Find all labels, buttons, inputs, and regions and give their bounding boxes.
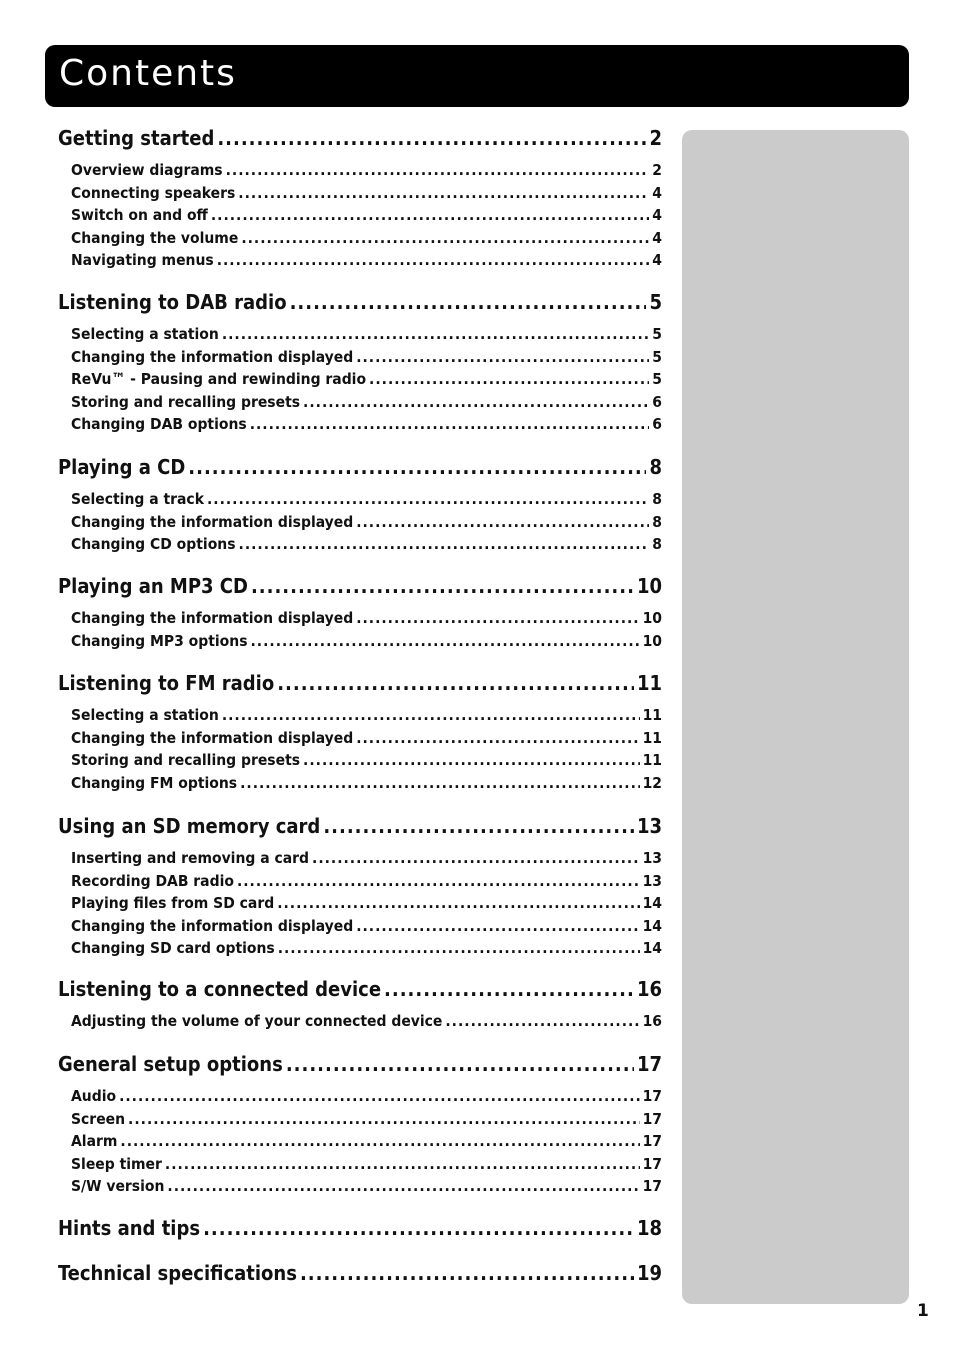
dot-leader bbox=[312, 849, 640, 867]
dot-leader bbox=[167, 1177, 639, 1195]
toc-item-page: 17 bbox=[642, 1109, 662, 1128]
dot-leader bbox=[250, 415, 650, 433]
toc-item-title: Changing the volume bbox=[71, 228, 239, 247]
toc-item-title: Audio bbox=[71, 1087, 117, 1105]
toc-item[interactable] bbox=[71, 706, 662, 724]
toc-section-page: 8 bbox=[649, 455, 662, 479]
page-title: Contents bbox=[59, 53, 237, 94]
toc-item-page: 5 bbox=[652, 347, 662, 366]
toc-item-title: Playing files from SD card bbox=[71, 894, 275, 913]
toc-item[interactable] bbox=[71, 251, 662, 269]
toc-item-title: ReVu™ - Pausing and rewinding radio bbox=[71, 370, 367, 389]
dot-leader bbox=[356, 729, 639, 747]
dot-leader bbox=[207, 490, 649, 508]
dot-leader bbox=[323, 814, 634, 838]
toc-item[interactable] bbox=[71, 849, 662, 867]
toc-item-title: Connecting speakers bbox=[71, 183, 236, 202]
toc-item-page: 17 bbox=[642, 1154, 662, 1173]
dot-leader bbox=[188, 455, 646, 479]
dot-leader bbox=[211, 206, 649, 224]
dot-leader bbox=[277, 671, 634, 695]
toc-section-title: Technical specifications bbox=[58, 1261, 297, 1285]
dot-leader bbox=[384, 977, 634, 1001]
toc-item-page: 13 bbox=[642, 849, 662, 867]
toc-section[interactable] bbox=[58, 977, 662, 1001]
dot-leader bbox=[278, 939, 640, 957]
toc-item[interactable] bbox=[71, 917, 662, 935]
toc-section[interactable] bbox=[58, 126, 662, 150]
toc-item-page: 11 bbox=[642, 751, 662, 770]
toc-item-page: 14 bbox=[642, 894, 662, 913]
dot-leader bbox=[277, 894, 639, 912]
toc-item-title: Changing DAB options bbox=[71, 415, 247, 434]
toc-item[interactable] bbox=[71, 370, 662, 388]
toc-section-title: General setup options bbox=[58, 1052, 283, 1076]
toc-item-title: Changing MP3 options bbox=[71, 631, 248, 650]
toc-item-title: Storing and recalling presets bbox=[71, 751, 301, 770]
toc-item-title: Changing CD options bbox=[71, 535, 236, 554]
toc-item[interactable] bbox=[71, 229, 662, 247]
dot-leader bbox=[356, 513, 649, 531]
toc-item-title: Inserting and removing a card bbox=[71, 849, 310, 867]
toc-item[interactable] bbox=[71, 1132, 662, 1150]
toc-item-page: 5 bbox=[652, 325, 662, 343]
toc-section[interactable] bbox=[58, 671, 662, 695]
toc-item-title: Changing the information displayed bbox=[71, 916, 354, 935]
toc-item-title: Alarm bbox=[71, 1132, 118, 1151]
toc-section[interactable] bbox=[58, 574, 662, 598]
toc-item-page: 4 bbox=[652, 183, 662, 202]
toc-item[interactable] bbox=[71, 513, 662, 531]
dot-leader bbox=[222, 325, 649, 343]
dot-leader bbox=[251, 574, 634, 598]
toc-item-title: Adjusting the volume of your connected device bbox=[71, 1012, 443, 1030]
toc-item[interactable] bbox=[71, 415, 662, 433]
toc-section[interactable] bbox=[58, 1261, 662, 1285]
toc-item[interactable] bbox=[71, 939, 662, 957]
toc-section[interactable] bbox=[58, 290, 662, 314]
toc-section-page: 11 bbox=[636, 671, 662, 695]
toc-item[interactable] bbox=[71, 1155, 662, 1173]
toc-item-page: 11 bbox=[642, 706, 662, 724]
toc-item-page: 14 bbox=[642, 939, 662, 958]
dot-leader bbox=[240, 774, 639, 792]
dot-leader bbox=[241, 229, 649, 247]
toc-item[interactable] bbox=[71, 872, 662, 890]
dot-leader bbox=[203, 1216, 634, 1240]
toc-item-page: 14 bbox=[642, 916, 662, 935]
toc-item[interactable] bbox=[71, 894, 662, 912]
toc-section-title: Listening to DAB radio bbox=[58, 290, 287, 314]
toc-item-page: 13 bbox=[642, 871, 662, 890]
toc-item-page: 10 bbox=[642, 609, 662, 627]
toc-item-title: Changing SD card options bbox=[71, 939, 275, 958]
toc-item[interactable] bbox=[71, 393, 662, 411]
toc-item-page: 5 bbox=[652, 370, 662, 389]
dot-leader bbox=[286, 1052, 634, 1076]
toc-item-title: Storing and recalling presets bbox=[71, 392, 301, 411]
toc-item[interactable] bbox=[71, 632, 662, 650]
toc-item-page: 16 bbox=[642, 1012, 662, 1030]
toc-item-title: Overview diagrams bbox=[71, 161, 223, 179]
dot-leader bbox=[356, 917, 639, 935]
toc-item-title: Changing the information displayed bbox=[71, 512, 354, 531]
dot-leader bbox=[237, 872, 640, 890]
toc-item[interactable] bbox=[71, 1087, 662, 1105]
toc-section[interactable] bbox=[58, 1216, 662, 1240]
toc-item-page: 4 bbox=[652, 206, 662, 225]
toc-section-title: Playing a CD bbox=[58, 455, 186, 479]
toc-section-page: 10 bbox=[636, 574, 662, 598]
toc-item-page: 8 bbox=[652, 535, 662, 554]
dot-leader bbox=[217, 126, 646, 150]
side-panel bbox=[682, 130, 909, 1304]
toc-item-title: Selecting a station bbox=[71, 706, 219, 724]
toc-item-title: Sleep timer bbox=[71, 1154, 162, 1173]
toc-section-title: Playing an MP3 CD bbox=[58, 574, 248, 598]
toc-item[interactable] bbox=[71, 1110, 662, 1128]
toc-item[interactable] bbox=[71, 161, 662, 179]
toc-item-page: 4 bbox=[652, 251, 662, 270]
dot-leader bbox=[119, 1087, 640, 1105]
toc-item[interactable] bbox=[71, 729, 662, 747]
toc-item[interactable] bbox=[71, 751, 662, 769]
toc-section-page: 17 bbox=[636, 1052, 662, 1076]
toc-section[interactable] bbox=[58, 455, 662, 479]
toc-item-page: 11 bbox=[642, 728, 662, 747]
toc-item-page: 8 bbox=[652, 512, 662, 531]
dot-leader bbox=[300, 1261, 634, 1285]
toc-item[interactable] bbox=[71, 184, 662, 202]
dot-leader bbox=[445, 1012, 639, 1030]
toc-item-title: Selecting a track bbox=[71, 490, 204, 508]
toc-item-title: Changing the information displayed bbox=[71, 609, 354, 627]
toc-item-title: Switch on and off bbox=[71, 206, 208, 225]
toc-item-page: 17 bbox=[642, 1087, 662, 1105]
toc-section-title: Listening to FM radio bbox=[58, 671, 275, 695]
toc-section-page: 19 bbox=[636, 1261, 662, 1285]
dot-leader bbox=[238, 184, 649, 202]
dot-leader bbox=[217, 251, 650, 269]
toc-item[interactable] bbox=[71, 490, 662, 508]
dot-leader bbox=[120, 1132, 639, 1150]
toc-item-title: S/W version bbox=[71, 1177, 165, 1196]
dot-leader bbox=[303, 751, 640, 769]
toc-item-title: Selecting a station bbox=[71, 325, 219, 343]
dot-leader bbox=[356, 348, 649, 366]
toc-item[interactable] bbox=[71, 774, 662, 792]
toc-item-page: 17 bbox=[642, 1177, 662, 1196]
toc-item-title: Changing FM options bbox=[71, 773, 238, 792]
toc-item[interactable] bbox=[71, 609, 662, 627]
toc-item-page: 8 bbox=[652, 490, 662, 508]
toc-section-page: 16 bbox=[636, 977, 662, 1001]
page-number: 1 bbox=[917, 1301, 929, 1321]
toc-item[interactable] bbox=[71, 325, 662, 343]
toc-item-page: 10 bbox=[642, 631, 662, 650]
toc-section-page: 5 bbox=[649, 290, 662, 314]
toc-item-title: Changing the information displayed bbox=[71, 728, 354, 747]
toc-item[interactable] bbox=[71, 348, 662, 366]
toc-item-page: 6 bbox=[652, 392, 662, 411]
toc-item[interactable] bbox=[71, 206, 662, 224]
dot-leader bbox=[251, 632, 640, 650]
toc-section[interactable] bbox=[58, 814, 662, 838]
dot-leader bbox=[303, 393, 649, 411]
toc-item-page: 2 bbox=[652, 161, 662, 179]
toc-item[interactable] bbox=[71, 535, 662, 553]
toc-item[interactable] bbox=[71, 1012, 662, 1030]
toc-section-page: 18 bbox=[636, 1216, 662, 1240]
toc-section-title: Listening to a connected device bbox=[58, 977, 382, 1001]
toc-item-page: 6 bbox=[652, 415, 662, 434]
dot-leader bbox=[128, 1110, 640, 1128]
dot-leader bbox=[369, 370, 649, 388]
toc-item-title: Navigating menus bbox=[71, 251, 214, 270]
dot-leader bbox=[239, 535, 650, 553]
toc-item-page: 4 bbox=[652, 228, 662, 247]
toc-item-title: Recording DAB radio bbox=[71, 871, 234, 890]
toc-section[interactable] bbox=[58, 1052, 662, 1076]
dot-leader bbox=[356, 609, 639, 627]
dot-leader bbox=[222, 706, 640, 724]
dot-leader bbox=[226, 161, 650, 179]
toc-section-title: Hints and tips bbox=[58, 1216, 201, 1240]
dot-leader bbox=[290, 290, 647, 314]
contents-header-bar bbox=[45, 45, 909, 107]
dot-leader bbox=[165, 1155, 640, 1173]
toc-section-page: 13 bbox=[636, 814, 662, 838]
toc-item[interactable] bbox=[71, 1177, 662, 1195]
toc-item-page: 12 bbox=[642, 773, 662, 792]
toc-item-page: 17 bbox=[642, 1132, 662, 1151]
toc-section-page: 2 bbox=[649, 126, 662, 150]
toc-item-title: Screen bbox=[71, 1109, 126, 1128]
toc-item-title: Changing the information displayed bbox=[71, 347, 354, 366]
toc-section-title: Getting started bbox=[58, 126, 215, 150]
toc-section-title: Using an SD memory card bbox=[58, 814, 321, 838]
